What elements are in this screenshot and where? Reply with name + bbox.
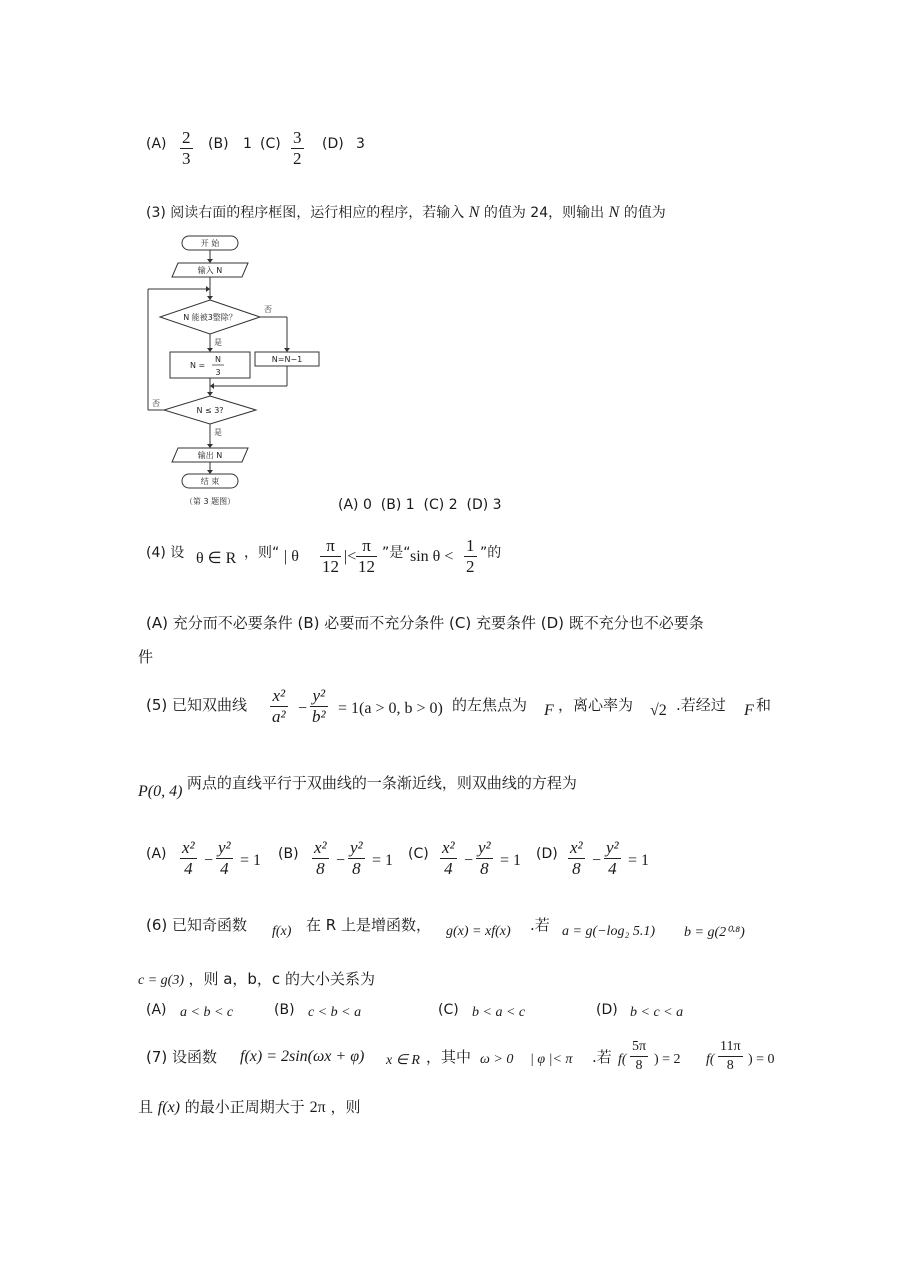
flow-no2-text: 否 xyxy=(152,399,160,408)
q7-line2: 且 f(x) 的最小正周期大于 2π ，则 xyxy=(138,1098,361,1116)
q2-b-value: 1 xyxy=(243,136,252,152)
flow-end-text: 结 束 xyxy=(200,477,220,486)
flow-assign-den: 3 xyxy=(215,368,221,377)
flow-output-text: 输出 N xyxy=(197,451,223,460)
q5-line2: P(0, 4) 两点的直线平行于双曲线的一条渐近线，则双曲线的方程为 xyxy=(138,774,577,800)
flow-yes2-text: 是 xyxy=(214,428,222,437)
flow-caption: （第 3 题图） xyxy=(184,497,236,506)
q2-c-fraction: $\frac{3}{2}$ xyxy=(293,128,302,168)
flow-assign-node xyxy=(170,352,250,378)
flow-yes1-text: 是 xyxy=(214,338,222,347)
flow-input-text: 输入 N xyxy=(197,266,223,275)
q2-a-fraction: $\frac{2}{3}$ xyxy=(182,128,191,168)
q3-options: (A) 0 (B) 1 (C) 2 (D) 3 xyxy=(338,497,502,513)
q2-b-label: (B) xyxy=(208,136,229,152)
q7-stem: (7) 设函数 f(x) = 2sin(ωx + φ) x ∈ R ，其中 ω > 0 | φ |< π .若 f( $\frac{5\pi}{8}$ ) = 2 f( $\frac{11\pi}{8}$ ) = 0 xyxy=(146,1039,775,1073)
q5-options: (A) $\frac{\text{x²}}{4}$ − $\frac{\text{y²}}{4}$ = 1 (B) $\frac{\text{x²}}{8}$ − $\frac{\text{y²}}{8}$ = 1 (C) $\frac{\text{x²}}{4}$ − $\frac{\text{y²}}{8}$ = 1 (D) $\frac{\text{x²}}{8}$ − $\frac{\text{y²}}{4}$ = 1 xyxy=(146,838,650,878)
flow-start-text: 开 始 xyxy=(200,239,220,248)
q2-c-label: (C) xyxy=(260,136,281,152)
q6-stem: (6) 已知奇函数 f(x) 在 R 上是增函数， g(x) = xf(x) .若 a = g(−log₂ 5.1) b = g(2⁰·⁸) xyxy=(146,916,745,940)
q6-options: (A) a < b < c (B) c < b < a (C) b < a < c (D) b < c < a xyxy=(146,1002,684,1020)
flow-assign-num: N xyxy=(215,355,221,364)
flow-no1-text: 否 xyxy=(264,305,272,314)
q4-options-line2: 件 xyxy=(138,648,154,666)
flow-cond2-text: N ≤ 3? xyxy=(196,406,224,415)
q6-line2: c = g(3) ，则 a，b，c 的大小关系为 xyxy=(138,970,375,988)
q4-theta-set: θ ∈ R xyxy=(196,550,237,567)
q2-a-label: (A) xyxy=(146,136,167,152)
q3-flowchart xyxy=(140,228,340,518)
q2-d-value: 3 xyxy=(356,136,365,152)
q4-options-line1: (A) 充分而不必要条件 (B) 必要而不充分条件 (C) 充要条件 (D) 既不充分也不必要条 xyxy=(146,614,704,632)
q3-stem: (3) 阅读右面的程序框图，运行相应的程序，若输入 N 的值为 24，则输出 N 的值为 xyxy=(146,204,666,221)
flow-assign-left: N = xyxy=(190,361,206,370)
q2-d-label: (D) xyxy=(322,136,344,152)
flow-cond1-text: N 能被3整除？ xyxy=(183,313,237,322)
flow-assign2-text: N=N−1 xyxy=(271,355,303,364)
q4-stem: (4) 设 θ ∈ R ，则“ | θ $\frac{\pi}{12}$ |< $\frac{\pi}{12}$ ”是“ sin θ < $\frac{1}{2}$ ”的 xyxy=(146,536,502,576)
q5-stem: (5) 已知双曲线 $\frac{\text{x²}}{\text{a²}}$ − $\frac{\text{y²}}{\text{b²}}$ = 1(a > 0, b > 0) 的左焦点为 F ，离心率为 √2 .若经过 F 和 xyxy=(146,686,772,726)
